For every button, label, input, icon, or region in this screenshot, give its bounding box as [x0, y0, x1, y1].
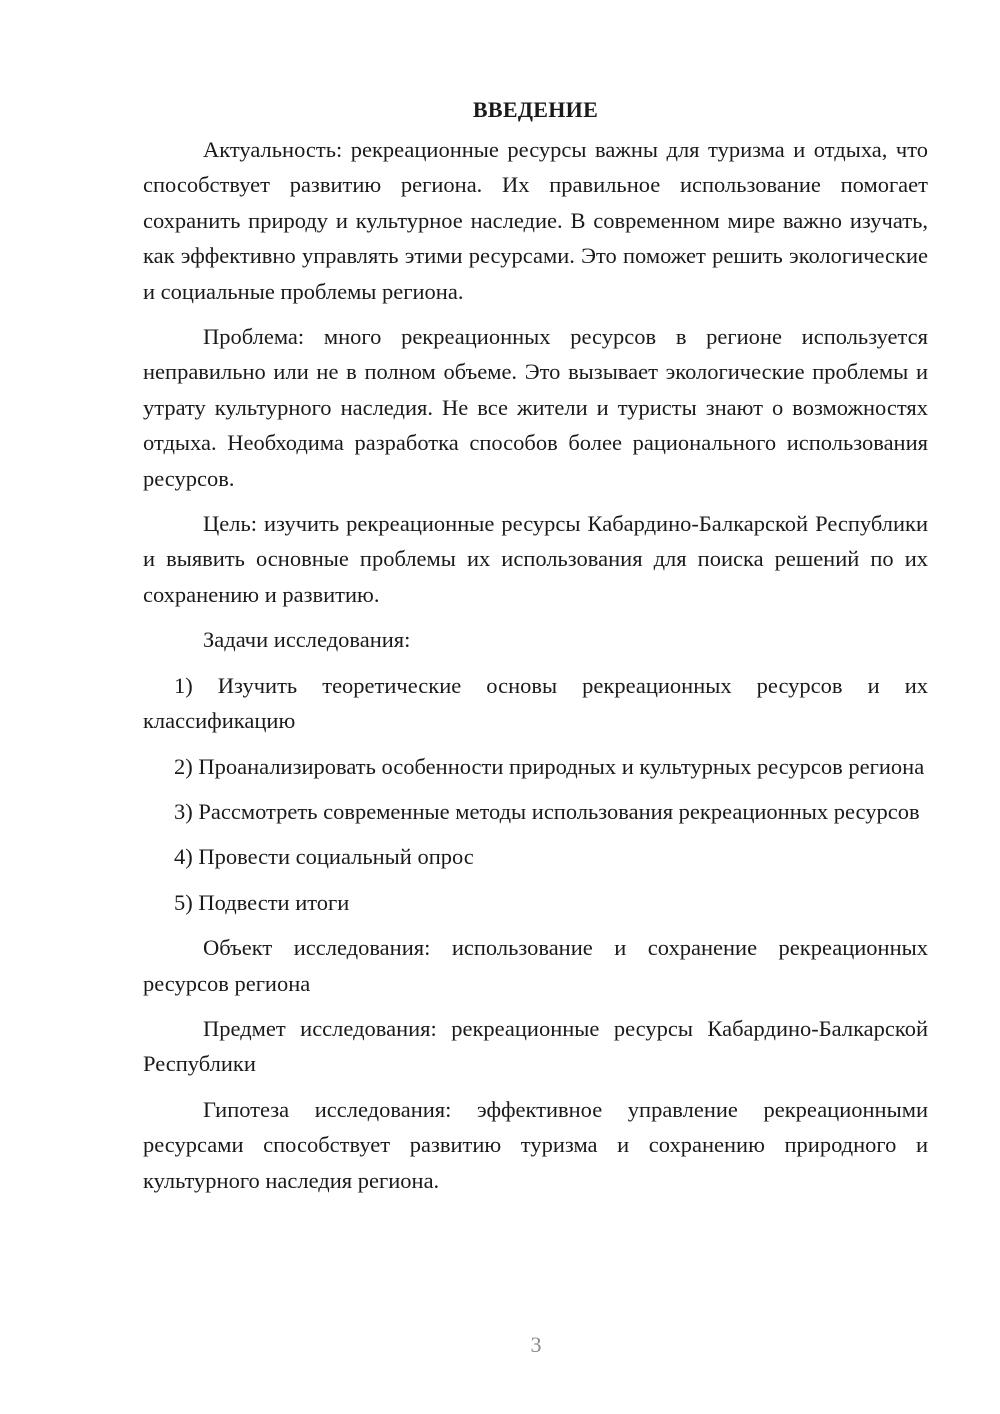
- page-number: 3: [530, 1332, 542, 1357]
- page-title: ВВЕДЕНИЕ: [472, 97, 599, 122]
- task-item: 1) Изучить теоретические основы рекреационных ресурсов и их классификацию: [143, 672, 928, 734]
- problem-paragraph: Проблема: много рекреационных ресурсов в регионе используется неправильно или не в полном объеме. Это вызывает экологические проблемы и утрату культурного наследия. Не все жители и туристы знают о возможностях отдыха. Необходима разработка способов более рационального использования ресурсов.: [143, 324, 928, 491]
- goal-paragraph: Цель: изучить рекреационные ресурсы Кабардино-Балкарской Республики и выявить основные проблемы их использования для поиска решений по их сохранению и развитию.: [143, 511, 928, 607]
- object-paragraph: Объект исследования: использование и сохранение рекреационных ресурсов региона: [143, 935, 928, 996]
- task-item: 3) Рассмотреть современные методы использования рекреационных ресурсов: [174, 798, 920, 824]
- task-item: 2) Проанализировать особенности природных и культурных ресурсов региона: [174, 753, 925, 779]
- subject-paragraph: Предмет исследования: рекреационные ресурсы Кабардино-Балкарской Республики: [143, 1015, 928, 1077]
- hypothesis-paragraph: Гипотеза исследования: эффективное управление рекреационными ресурсами способствует развитию туризма и сохранению природного и культурного наследия региона.: [143, 1096, 928, 1193]
- relevance-paragraph: Актуальность: рекреационные ресурсы важны для туризма и отдыха, что способствует развитию региона. Их правильное использование помогает сохранить природу и культурное наследие. В современном мире важно изучать, как эффективно управлять этими ресурсами. Это поможет решить экологические и социальные проблемы региона.: [143, 137, 928, 304]
- tasks-list: [143, 668, 928, 920]
- task-item: 5) Подвести итоги: [174, 889, 350, 915]
- task-item: 4) Провести социальный опрос: [174, 844, 474, 870]
- document-page: [143, 92, 928, 1208]
- tasks-heading: Задачи исследования:: [203, 627, 411, 653]
